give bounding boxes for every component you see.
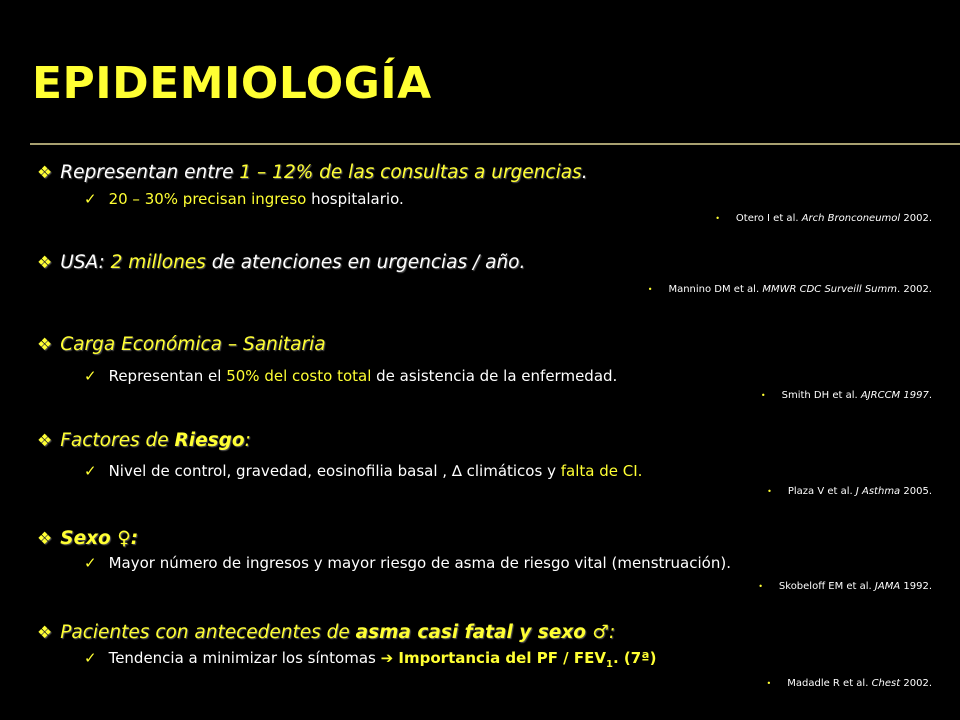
bullet-asma-casi-fatal xyxy=(37,622,615,644)
ref-author: Madadle R et al. xyxy=(787,678,872,689)
bullet-usa xyxy=(37,252,525,274)
sub-highlight: 20 – 30% precisan ingreso xyxy=(108,190,307,208)
ref-author: Skobeloff EM et al. xyxy=(778,581,875,592)
bullet-highlight: 1 – 12% de las consultas a urgencias xyxy=(239,162,582,183)
diamond-bullet-icon: ❖ xyxy=(37,623,53,643)
checkmark-icon: ✓ xyxy=(84,367,97,385)
bullet-text: : xyxy=(608,622,616,643)
dot-bullet-icon: • xyxy=(758,582,763,591)
ref-author: Plaza V et al. xyxy=(787,486,856,497)
ref-year: . 2002. xyxy=(897,284,932,295)
sub-text: Tendencia a minimizar los síntomas xyxy=(108,649,381,667)
sub-highlight: falta de CI. xyxy=(560,462,643,480)
bullet-factores-riesgo xyxy=(37,430,251,452)
ref-year: 1992. xyxy=(900,581,932,592)
ref-journal: J Asthma xyxy=(855,486,901,497)
sub-bullet-costo xyxy=(84,366,617,386)
bullet-text: de atenciones en urgencias / año. xyxy=(205,252,526,273)
bullet-highlight-bold: Riesgo xyxy=(174,430,245,451)
bullet-highlight-bold: asma casi fatal y sexo ♂ xyxy=(355,622,609,643)
ref-author: Otero I et al. xyxy=(735,213,802,224)
diamond-bullet-icon: ❖ xyxy=(37,431,53,451)
ref-author: Mannino DM et al. xyxy=(668,284,763,295)
reference-mannino xyxy=(648,283,932,297)
bullet-text: . xyxy=(581,162,588,183)
reference-otero xyxy=(715,212,932,226)
dot-bullet-icon: • xyxy=(767,487,772,496)
bullet-highlight: Factores de xyxy=(60,430,175,451)
sub-bullet-ingreso xyxy=(84,189,404,209)
title-divider xyxy=(30,143,960,145)
arrow-right-icon: ➔ xyxy=(380,649,394,667)
sub-text: Representan el xyxy=(108,367,227,385)
ref-year: . xyxy=(928,390,932,401)
sub-highlight-bold: . (7ª) xyxy=(612,649,657,667)
sub-highlight: 50% del costo total xyxy=(226,367,372,385)
checkmark-icon: ✓ xyxy=(84,462,97,480)
ref-author: Smith DH et al. xyxy=(781,390,861,401)
subscript-text: 1 xyxy=(605,659,613,670)
bullet-text: USA: xyxy=(60,252,111,273)
reference-madadle xyxy=(767,677,932,691)
bullet-urgencias xyxy=(37,162,588,184)
dot-bullet-icon: • xyxy=(715,214,720,223)
bullet-text: Representan entre xyxy=(60,162,240,183)
ref-year: 2002. xyxy=(900,678,932,689)
bullet-sexo xyxy=(37,528,138,550)
ref-journal: JAMA xyxy=(874,581,901,592)
sub-text: hospitalario. xyxy=(306,190,404,208)
bullet-highlight-bold: Sexo ♀: xyxy=(60,528,139,549)
ref-year: 2002. xyxy=(900,213,932,224)
sub-text: de asistencia de la enfermedad. xyxy=(371,367,618,385)
ref-journal: Chest xyxy=(871,678,901,689)
ref-year: 2005. xyxy=(900,486,932,497)
slide-title: EPIDEMIOLOGÍA xyxy=(32,58,432,109)
sub-text: Mayor número de ingresos y mayor riesgo de asma de riesgo vital (menstruación). xyxy=(108,554,731,572)
ref-journal: AJRCCM 1997 xyxy=(860,390,929,401)
bullet-text: : xyxy=(244,430,251,451)
bullet-highlight: Pacientes con antecedentes de xyxy=(60,622,356,643)
sub-text: Nivel de control, gravedad, eosinofilia basal , ∆ climáticos y xyxy=(108,462,561,480)
ref-journal: MMWR CDC Surveill Summ xyxy=(762,284,897,295)
dot-bullet-icon: • xyxy=(760,391,766,400)
reference-smith xyxy=(761,389,932,403)
bullet-highlight: 2 millones xyxy=(110,252,206,273)
reference-skobeloff xyxy=(758,580,932,594)
checkmark-icon: ✓ xyxy=(84,649,97,667)
bullet-carga-economica xyxy=(37,334,326,356)
checkmark-icon: ✓ xyxy=(84,554,97,572)
dot-bullet-icon: • xyxy=(647,285,653,294)
sub-bullet-sintomas xyxy=(84,648,656,675)
sub-bullet-ingresos xyxy=(84,553,731,573)
diamond-bullet-icon: ❖ xyxy=(37,253,53,273)
dot-bullet-icon: • xyxy=(766,679,772,688)
ref-journal: Arch Bronconeumol xyxy=(801,213,901,224)
diamond-bullet-icon: ❖ xyxy=(37,335,53,355)
checkmark-icon: ✓ xyxy=(84,190,97,208)
bullet-highlight: Carga Económica – Sanitaria xyxy=(60,334,326,355)
sub-bullet-factores xyxy=(84,461,642,481)
reference-plaza xyxy=(767,485,932,499)
diamond-bullet-icon: ❖ xyxy=(37,163,53,183)
diamond-bullet-icon: ❖ xyxy=(37,529,53,549)
sub-highlight-bold: Importancia del PF / FEV xyxy=(393,649,606,667)
